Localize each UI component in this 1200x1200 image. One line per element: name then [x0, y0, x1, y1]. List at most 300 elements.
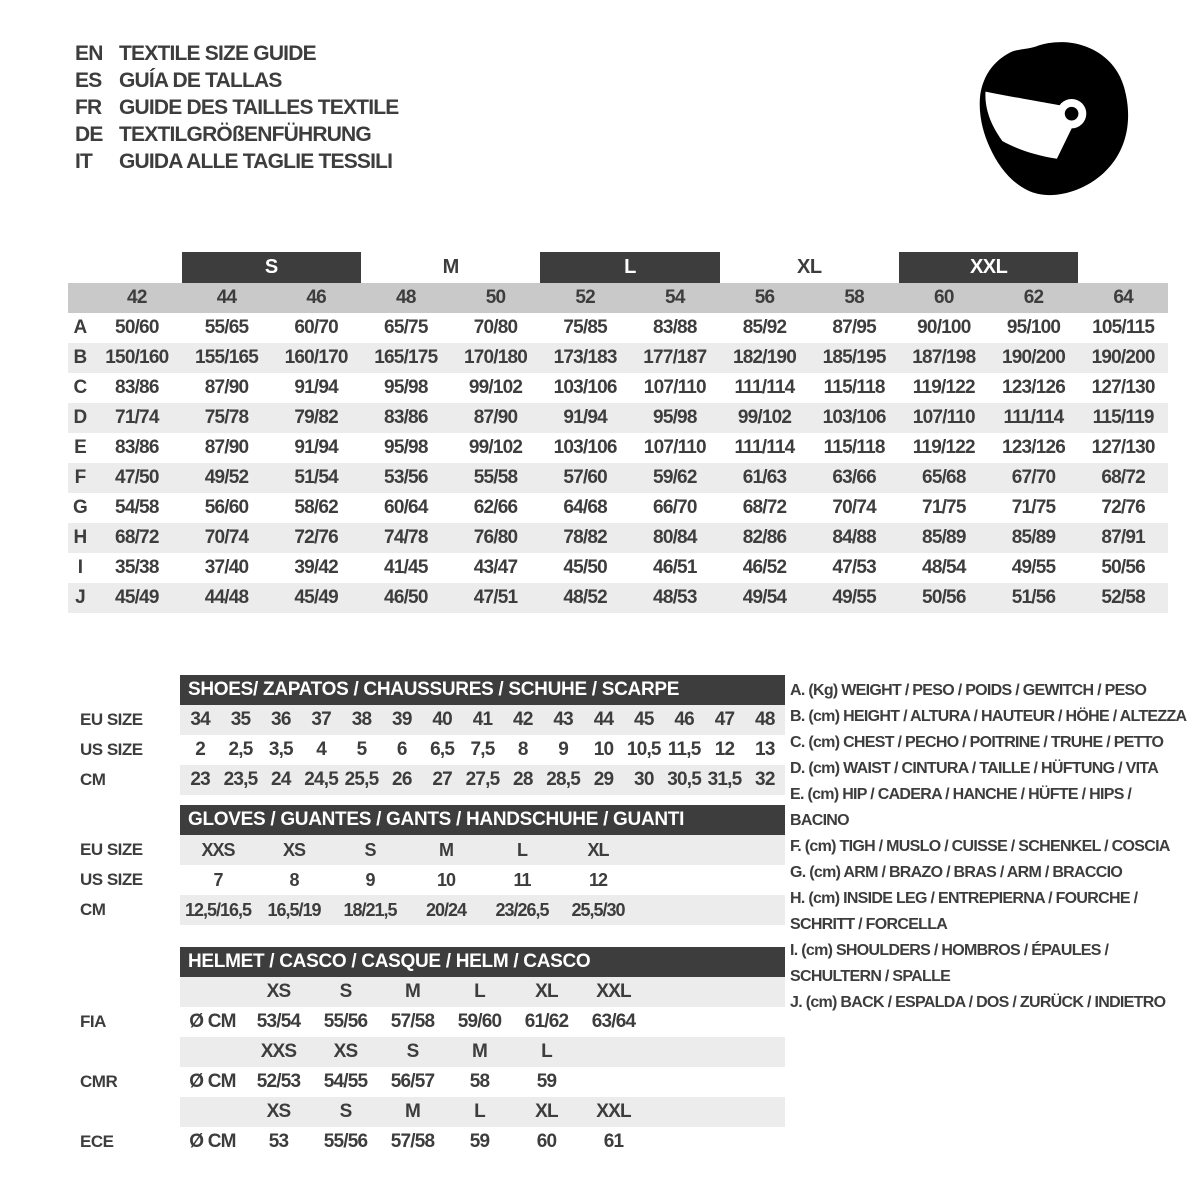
size-number: 58 — [844, 287, 864, 308]
value-cell: 185/195 — [822, 347, 886, 368]
value-cell: 24,5 — [304, 769, 339, 790]
value-cell: 76/80 — [473, 527, 518, 548]
value-cell: 83/86 — [115, 377, 159, 398]
value-cell: 38 — [351, 709, 372, 730]
value-cell: 59/62 — [653, 467, 697, 488]
value-cell: 39 — [392, 709, 412, 730]
value-cell: 50/60 — [115, 317, 159, 338]
table-row-eu-size — [68, 835, 785, 865]
value-cell: 9 — [365, 869, 375, 890]
value-cell: 111/114 — [734, 437, 795, 458]
value-cell: 23,5 — [223, 769, 258, 790]
row-label: B — [73, 347, 87, 368]
unit-label: Ø CM — [189, 1071, 236, 1092]
value-cell: 60/64 — [384, 497, 428, 518]
measure-row-g — [68, 493, 1168, 523]
value-cell: 59/60 — [457, 1011, 502, 1032]
measure-row-h — [68, 523, 1168, 553]
table-title: GLOVES / GUANTES / GANTS / HANDSCHUHE / GUANTI — [180, 805, 785, 835]
value-cell: 44 — [593, 709, 614, 730]
value-cell: 49/55 — [832, 587, 876, 608]
row-label: FIA — [80, 1012, 106, 1031]
textile-size-table — [68, 252, 1168, 613]
value-cell: 91/94 — [563, 407, 607, 428]
value-cell: 41 — [472, 709, 493, 730]
value-cell: 107/110 — [643, 437, 706, 458]
value-cell: 12 — [588, 869, 608, 890]
value-cell: 107/110 — [912, 407, 975, 428]
size-number: 46 — [306, 287, 326, 308]
value-cell: 83/86 — [384, 407, 428, 428]
value-cell: 119/122 — [912, 437, 975, 458]
value-cell: 8 — [517, 739, 528, 760]
size-cell: M — [471, 1041, 488, 1062]
value-cell: 95/100 — [1006, 317, 1061, 338]
row-values — [180, 895, 785, 925]
value-cell: 85/89 — [1011, 527, 1056, 548]
corner-spacer — [68, 283, 92, 313]
legend-item: I. (cm) SHOULDERS / HOMBROS / ÉPAULES / SCHULTERN / SPALLE — [790, 942, 1109, 985]
value-cell: 53 — [268, 1131, 289, 1152]
value-cell: 10,5 — [626, 739, 661, 760]
value-cell: 74/78 — [384, 527, 428, 548]
value-cell: 2 — [195, 739, 206, 760]
row-label: J — [75, 587, 85, 608]
value-cell: 39/42 — [294, 557, 338, 578]
value-cell: 91/94 — [294, 437, 338, 458]
row-label: EU SIZE — [80, 840, 143, 859]
value-cell: 5 — [356, 739, 367, 760]
size-cell: L — [474, 1101, 485, 1122]
value-cell: 45/49 — [115, 587, 159, 608]
value-cell: 27 — [432, 769, 452, 790]
size-cell: XL — [535, 1101, 558, 1122]
value-cell: 47/51 — [473, 587, 518, 608]
value-cell: 95/98 — [653, 407, 697, 428]
value-cell: 61/62 — [524, 1011, 569, 1032]
value-cell: 47/53 — [832, 557, 876, 578]
value-cell: 57/60 — [563, 467, 607, 488]
row-label: E — [74, 437, 86, 458]
helmet-size-table — [68, 947, 785, 1157]
value-cell: 115/118 — [823, 377, 885, 398]
value-cell: 84/88 — [832, 527, 876, 548]
language-title: TEXTILE SIZE GUIDE — [119, 42, 316, 65]
value-cell: 59 — [469, 1131, 490, 1152]
value-cell: 36 — [271, 709, 291, 730]
size-label-s: S — [182, 252, 361, 283]
helmet-data-row-ece — [68, 1127, 785, 1157]
value-cell: 27,5 — [465, 769, 500, 790]
value-cell: 6 — [396, 739, 407, 760]
value-cell: 49/54 — [742, 587, 787, 608]
value-cell: 115/118 — [823, 437, 885, 458]
row-label: US SIZE — [80, 870, 143, 889]
size-label-m: M — [442, 256, 459, 278]
value-cell: 26 — [392, 769, 412, 790]
row-label: CM — [80, 770, 106, 789]
value-cell: 23 — [190, 769, 210, 790]
value-cell: 18/21,5 — [343, 899, 397, 920]
value-cell: 9 — [558, 739, 569, 760]
row-label: H — [73, 527, 87, 548]
size-number: 54 — [665, 287, 685, 308]
value-cell: 43/47 — [473, 557, 518, 578]
value-cell: 29 — [593, 769, 614, 790]
value-cell: 85/92 — [742, 317, 787, 338]
table-header-row — [68, 805, 785, 835]
size-number-row — [68, 283, 1168, 313]
value-cell: 45/49 — [294, 587, 338, 608]
value-cell: 190/200 — [1091, 347, 1155, 368]
value-cell: 87/90 — [204, 437, 249, 458]
size-number: 48 — [396, 287, 416, 308]
value-cell: 34 — [190, 709, 210, 730]
row-label: US SIZE — [80, 740, 143, 759]
label-spacer — [68, 805, 180, 835]
value-cell: 173/183 — [553, 347, 617, 368]
measure-row-f — [68, 463, 1168, 493]
size-cell: XS — [266, 981, 291, 1002]
value-cell: 72/76 — [1101, 497, 1145, 518]
size-number: 62 — [1023, 287, 1044, 308]
legend-item: B. (cm) HEIGHT / ALTURA / HAUTEUR / HÖHE / ALTEZZA — [790, 708, 1187, 725]
value-cell: 95/98 — [384, 377, 428, 398]
value-cell: 95/98 — [384, 437, 428, 458]
label-spacer — [68, 1037, 180, 1067]
value-cell: 43 — [553, 709, 573, 730]
value-cell: 78/82 — [563, 527, 607, 548]
value-cell: 55/65 — [204, 317, 249, 338]
value-cell: 119/122 — [912, 377, 975, 398]
label-spacer — [68, 1097, 180, 1127]
legend-item: H. (cm) INSIDE LEG / ENTREPIERNA / FOURCHE / SCHRITT / FORCELLA — [790, 890, 1138, 933]
size-cell: XXS — [260, 1041, 297, 1062]
value-cell: XL — [587, 839, 609, 860]
value-cell: 6,5 — [430, 739, 455, 760]
value-cell: 155/165 — [194, 347, 259, 368]
row-label: A — [73, 317, 87, 338]
value-cell: 111/114 — [1003, 407, 1064, 428]
value-cell: 123/126 — [1001, 377, 1066, 398]
value-cell: 103/106 — [822, 407, 886, 428]
measure-row-c — [68, 373, 1168, 403]
size-cell: XXL — [596, 981, 631, 1002]
legend-item: C. (cm) CHEST / PECHO / POITRINE / TRUHE / PETTO — [790, 734, 1164, 751]
value-cell: 54/55 — [323, 1071, 368, 1092]
size-cell: S — [339, 981, 352, 1002]
row-label: F — [74, 467, 86, 488]
helmet-size-row-cmr — [68, 1037, 785, 1067]
unit-label: Ø CM — [189, 1011, 236, 1032]
row-label: C — [73, 377, 87, 398]
value-cell: 87/90 — [204, 377, 249, 398]
value-cell: 11,5 — [667, 739, 701, 760]
value-cell: 32 — [755, 769, 775, 790]
value-cell: 37 — [311, 709, 331, 730]
size-number: 50 — [485, 287, 506, 308]
value-cell: 13 — [755, 739, 775, 760]
value-cell: 45/50 — [563, 557, 607, 578]
row-label: ECE — [80, 1132, 114, 1151]
value-cell: 64/68 — [563, 497, 607, 518]
value-cell: 75/78 — [204, 407, 249, 428]
row-label: D — [73, 407, 87, 428]
language-row — [75, 40, 398, 67]
size-cell: XS — [333, 1041, 358, 1062]
value-cell: 11 — [513, 869, 531, 890]
helmet-size-row-ece — [68, 1097, 785, 1127]
size-number: 44 — [216, 287, 237, 308]
value-cell: 65/68 — [922, 467, 966, 488]
value-cell: 35 — [230, 709, 251, 730]
value-cell: 123/126 — [1001, 437, 1066, 458]
value-cell: 107/110 — [643, 377, 706, 398]
helmet-data-row-cmr — [68, 1067, 785, 1097]
value-cell: 30 — [634, 769, 654, 790]
table-row-us-size — [68, 865, 785, 895]
data-values — [180, 1067, 785, 1097]
value-cell: 87/90 — [473, 407, 518, 428]
table-header-row — [68, 947, 785, 977]
measure-row-j — [68, 583, 1168, 613]
size-label-xxl: XXL — [899, 252, 1078, 283]
measure-row-a — [68, 313, 1168, 343]
value-cell: 127/130 — [1091, 377, 1155, 398]
value-cell: 47 — [714, 709, 735, 730]
measure-row-i — [68, 553, 1168, 583]
size-cell: XL — [535, 981, 558, 1002]
size-number: 52 — [575, 287, 595, 308]
table-row-cm — [68, 895, 785, 925]
language-row — [75, 148, 398, 175]
value-cell: 60/70 — [294, 317, 338, 338]
measure-row-d — [68, 403, 1168, 433]
value-cell: 52/53 — [256, 1071, 301, 1092]
language-row — [75, 121, 398, 148]
value-cell: L — [517, 839, 527, 860]
value-cell: 68/72 — [742, 497, 787, 518]
value-cell: 10 — [436, 869, 456, 890]
language-code: DE — [75, 123, 103, 146]
value-cell: 58/62 — [294, 497, 338, 518]
value-cell: 55/56 — [323, 1131, 368, 1152]
value-cell: 16,5/19 — [267, 899, 321, 920]
value-cell: 10 — [593, 739, 614, 760]
row-values — [180, 735, 785, 765]
row-values — [180, 835, 785, 865]
shoes-size-table — [68, 675, 785, 795]
value-cell: 24 — [271, 769, 291, 790]
value-cell: 45 — [634, 709, 654, 730]
value-cell: 28 — [513, 769, 533, 790]
legend-item: J. (cm) BACK / ESPALDA / DOS / ZURÜCK / INDIETRO — [790, 994, 1166, 1011]
table-row-eu-size — [68, 705, 785, 735]
value-cell: 72/76 — [294, 527, 338, 548]
value-cell: 160/170 — [284, 347, 348, 368]
value-cell: 50/56 — [922, 587, 966, 608]
value-cell: 20/24 — [425, 899, 467, 920]
unit-spacer — [180, 1037, 245, 1067]
value-cell: 71/74 — [115, 407, 159, 428]
value-cell: 46/51 — [653, 557, 697, 578]
legend-item: F. (cm) TIGH / MUSLO / CUISSE / SCHENKEL / COSCIA — [790, 838, 1170, 855]
size-cell: XXL — [596, 1101, 631, 1122]
table-row-cm — [68, 765, 785, 795]
data-values — [180, 1007, 785, 1037]
value-cell: 105/115 — [1092, 317, 1155, 338]
value-cell: 4 — [316, 739, 327, 760]
value-cell: 8 — [289, 869, 299, 890]
value-cell: 71/75 — [1011, 497, 1056, 518]
value-cell: 44/48 — [204, 587, 249, 608]
value-cell: 53/56 — [384, 467, 428, 488]
value-cell: 70/74 — [832, 497, 876, 518]
value-cell: 85/89 — [922, 527, 966, 548]
value-cell: 49/52 — [204, 467, 249, 488]
value-cell: 57/58 — [390, 1131, 435, 1152]
value-cell: 61 — [603, 1131, 624, 1152]
size-cell: L — [474, 981, 485, 1002]
row-label: CMR — [80, 1072, 118, 1091]
value-cell: 56/57 — [390, 1071, 435, 1092]
size-cell: L — [541, 1041, 552, 1062]
value-cell: 87/95 — [832, 317, 876, 338]
value-cell: 41/45 — [384, 557, 428, 578]
value-cell: 68/72 — [1101, 467, 1145, 488]
value-cell: 61/63 — [742, 467, 787, 488]
value-cell: 48/54 — [922, 557, 966, 578]
value-cell: 58 — [469, 1071, 490, 1092]
value-cell: 48/53 — [653, 587, 697, 608]
size-label-l: L — [540, 252, 719, 283]
table-title: SHOES/ ZAPATOS / CHAUSSURES / SCHUHE / SCARPE — [180, 675, 785, 705]
value-cell: 170/180 — [463, 347, 528, 368]
value-cell: 68/72 — [115, 527, 159, 548]
value-cell: 47/50 — [115, 467, 159, 488]
value-cell: 52/58 — [1101, 587, 1145, 608]
value-cell: 56/60 — [204, 497, 249, 518]
legend-item: G. (cm) ARM / BRAZO / BRAS / ARM / BRACCIO — [790, 864, 1123, 881]
size-values — [180, 1097, 785, 1127]
label-spacer — [68, 977, 180, 1007]
value-cell: 70/80 — [473, 317, 518, 338]
value-cell: 7,5 — [470, 739, 495, 760]
value-cell: 190/200 — [1001, 347, 1066, 368]
value-cell: 57/58 — [390, 1011, 435, 1032]
value-cell: 70/74 — [204, 527, 249, 548]
row-values — [180, 865, 785, 895]
racing-helmet-icon — [975, 36, 1143, 206]
value-cell: XXS — [201, 839, 235, 860]
value-cell: 51/54 — [294, 467, 338, 488]
helmet-data-row-fia — [68, 1007, 785, 1037]
value-cell: 79/82 — [294, 407, 338, 428]
unit-spacer — [180, 1097, 245, 1127]
size-cell: S — [339, 1101, 352, 1122]
value-cell: 177/187 — [643, 347, 707, 368]
value-cell: 165/175 — [374, 347, 438, 368]
value-cell: 49/55 — [1011, 557, 1056, 578]
value-cell: 91/94 — [294, 377, 338, 398]
value-cell: 37/40 — [204, 557, 249, 578]
language-title: GUIDE DES TAILLES TEXTILE — [119, 96, 399, 119]
row-values — [180, 765, 785, 795]
value-cell: 103/106 — [553, 437, 617, 458]
value-cell: S — [364, 839, 376, 860]
value-cell: 59 — [536, 1071, 557, 1092]
value-cell: XS — [282, 839, 305, 860]
value-cell: 63/66 — [832, 467, 876, 488]
size-label-xl: XL — [797, 256, 822, 278]
value-cell: 48/52 — [563, 587, 607, 608]
value-cell: 63/64 — [591, 1011, 636, 1032]
value-cell: 25,5 — [344, 769, 379, 790]
value-cell: 51/56 — [1011, 587, 1056, 608]
value-cell: 80/84 — [653, 527, 697, 548]
value-cell: 127/130 — [1091, 437, 1155, 458]
language-title: GUIDA ALLE TAGLIE TESSILI — [119, 150, 393, 173]
value-cell: 87/91 — [1101, 527, 1145, 548]
value-cell: 187/198 — [912, 347, 976, 368]
size-values — [180, 1037, 785, 1067]
row-label: EU SIZE — [80, 710, 143, 729]
value-cell: 46 — [674, 709, 694, 730]
value-cell: 55/58 — [473, 467, 518, 488]
value-cell: 12,5/16,5 — [184, 899, 252, 920]
value-cell: 99/102 — [737, 407, 792, 428]
value-cell: 65/75 — [384, 317, 428, 338]
size-cell: XS — [266, 1101, 291, 1122]
size-number: 56 — [754, 287, 775, 308]
measure-row-b — [68, 343, 1168, 373]
size-label-row — [68, 252, 1168, 283]
unit-label: Ø CM — [189, 1131, 236, 1152]
value-cell: 71/75 — [922, 497, 966, 518]
label-spacer — [68, 947, 180, 977]
value-cell: 28,5 — [546, 769, 581, 790]
language-code: ES — [75, 69, 102, 92]
unit-spacer — [180, 977, 245, 1007]
row-label: I — [77, 557, 83, 578]
value-cell: 150/160 — [105, 347, 169, 368]
value-cell: 12 — [714, 739, 735, 760]
value-cell: 115/119 — [1092, 407, 1154, 428]
language-row — [75, 94, 398, 121]
value-cell: 31,5 — [707, 769, 742, 790]
value-cell: 111/114 — [734, 377, 795, 398]
size-number: 60 — [934, 287, 954, 308]
size-cell: S — [406, 1041, 419, 1062]
value-cell: 66/70 — [653, 497, 697, 518]
value-cell: 83/86 — [115, 437, 159, 458]
value-cell: 3,5 — [268, 739, 293, 760]
language-row — [75, 67, 398, 94]
size-values — [180, 977, 785, 1007]
value-cell: 182/190 — [732, 347, 797, 368]
value-cell: 30,5 — [667, 769, 702, 790]
value-cell: 75/85 — [563, 317, 607, 338]
row-label: G — [73, 497, 87, 518]
row-values — [180, 705, 785, 735]
value-cell: 82/86 — [742, 527, 787, 548]
value-cell: 103/106 — [553, 377, 617, 398]
language-title-list — [75, 40, 398, 175]
value-cell: 55/56 — [323, 1011, 368, 1032]
size-number: 42 — [127, 287, 147, 308]
value-cell: 99/102 — [468, 377, 523, 398]
size-cell: M — [404, 981, 421, 1002]
